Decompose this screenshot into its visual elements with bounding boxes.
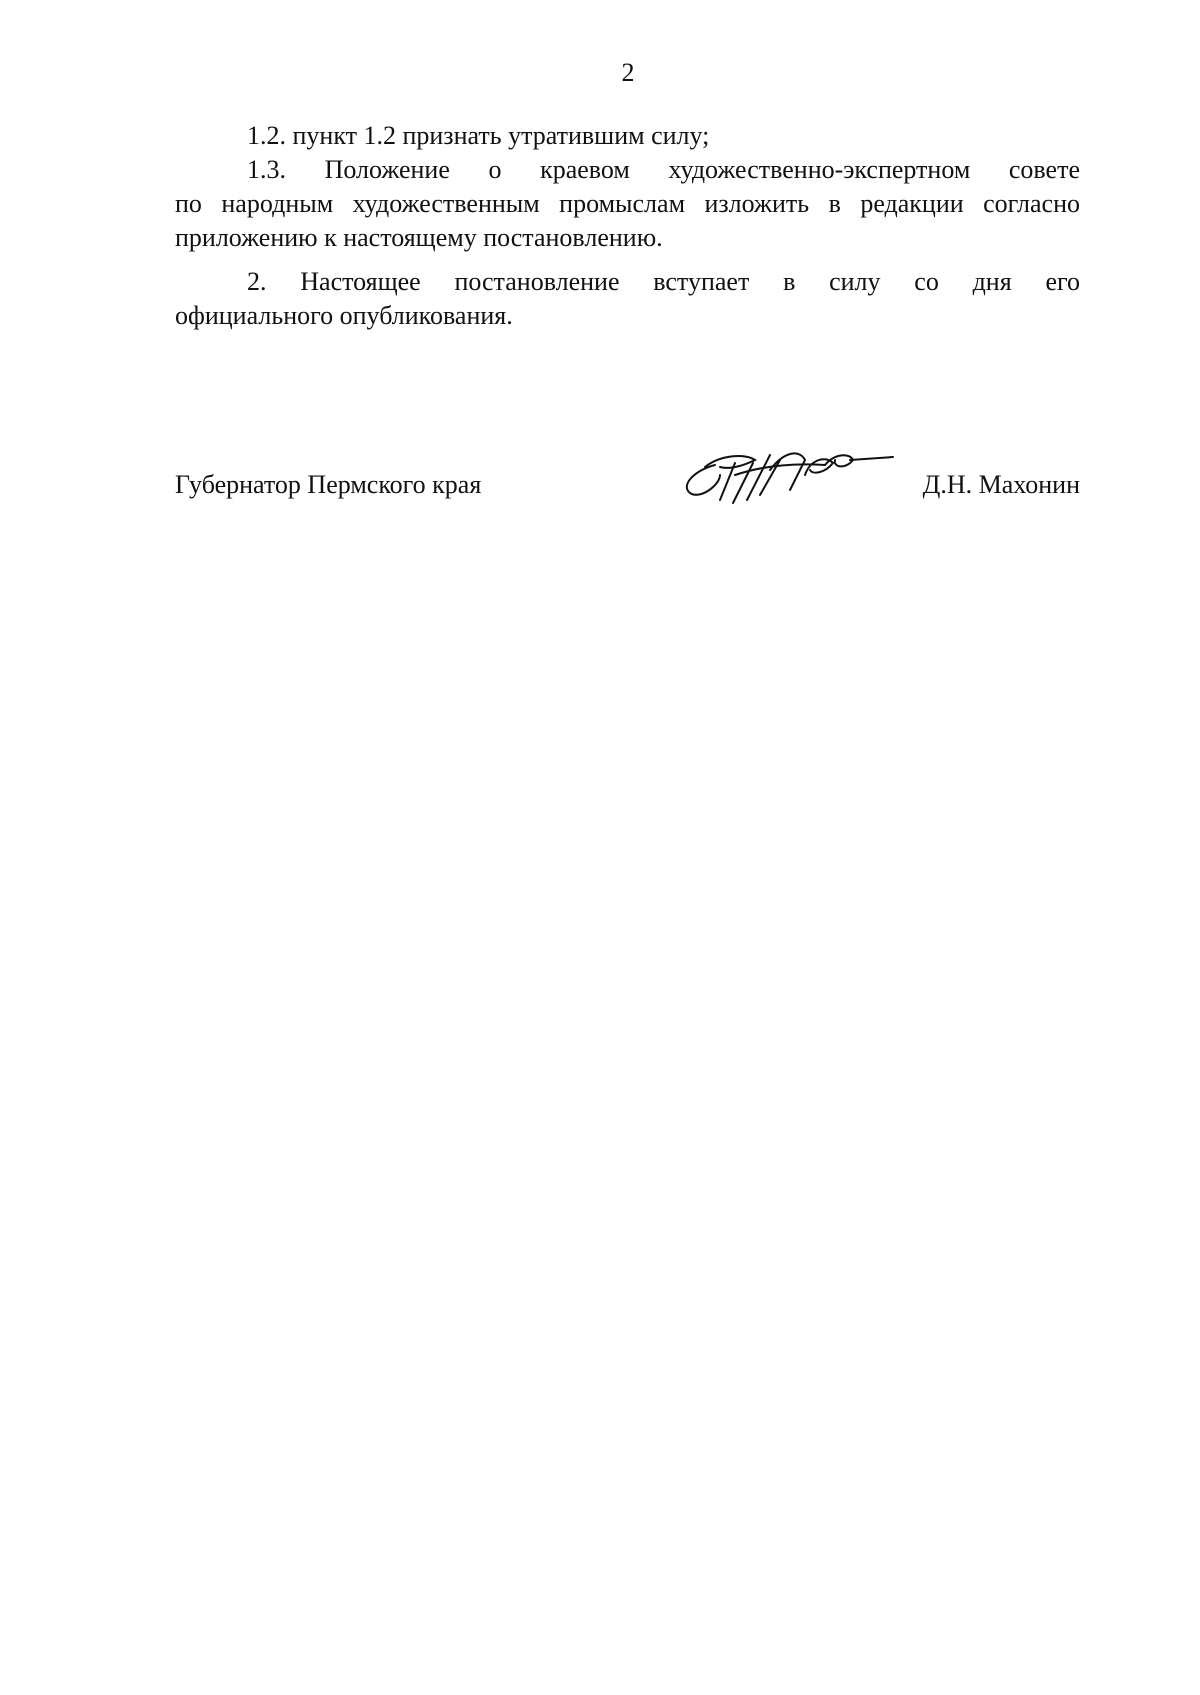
paragraph-1-3-line-3: приложению к настоящему постановлению.	[175, 223, 663, 252]
paragraph-1-2: 1.2. пункт 1.2 признать утратившим силу;	[247, 121, 710, 150]
page-number: 2	[621, 58, 635, 87]
paragraph-1-3-line-2: по народным художественным промыслам изложить в редакции согласно	[175, 189, 1080, 218]
signatory-name: Д.Н. Махонин	[922, 470, 1080, 499]
signatory-role: Губернатор Пермского края	[175, 470, 482, 499]
paragraph-2-line-2: официального опубликования.	[175, 301, 513, 330]
paragraph-2-line-1: 2. Настоящее постановление вступает в силу со дня его	[247, 267, 1080, 296]
handwritten-signature	[675, 445, 895, 515]
signature-block	[175, 470, 1080, 510]
document-body	[175, 119, 1080, 333]
paragraph-1-3-line-1: 1.3. Положение о краевом художественно-экспертном совете	[247, 155, 1080, 184]
